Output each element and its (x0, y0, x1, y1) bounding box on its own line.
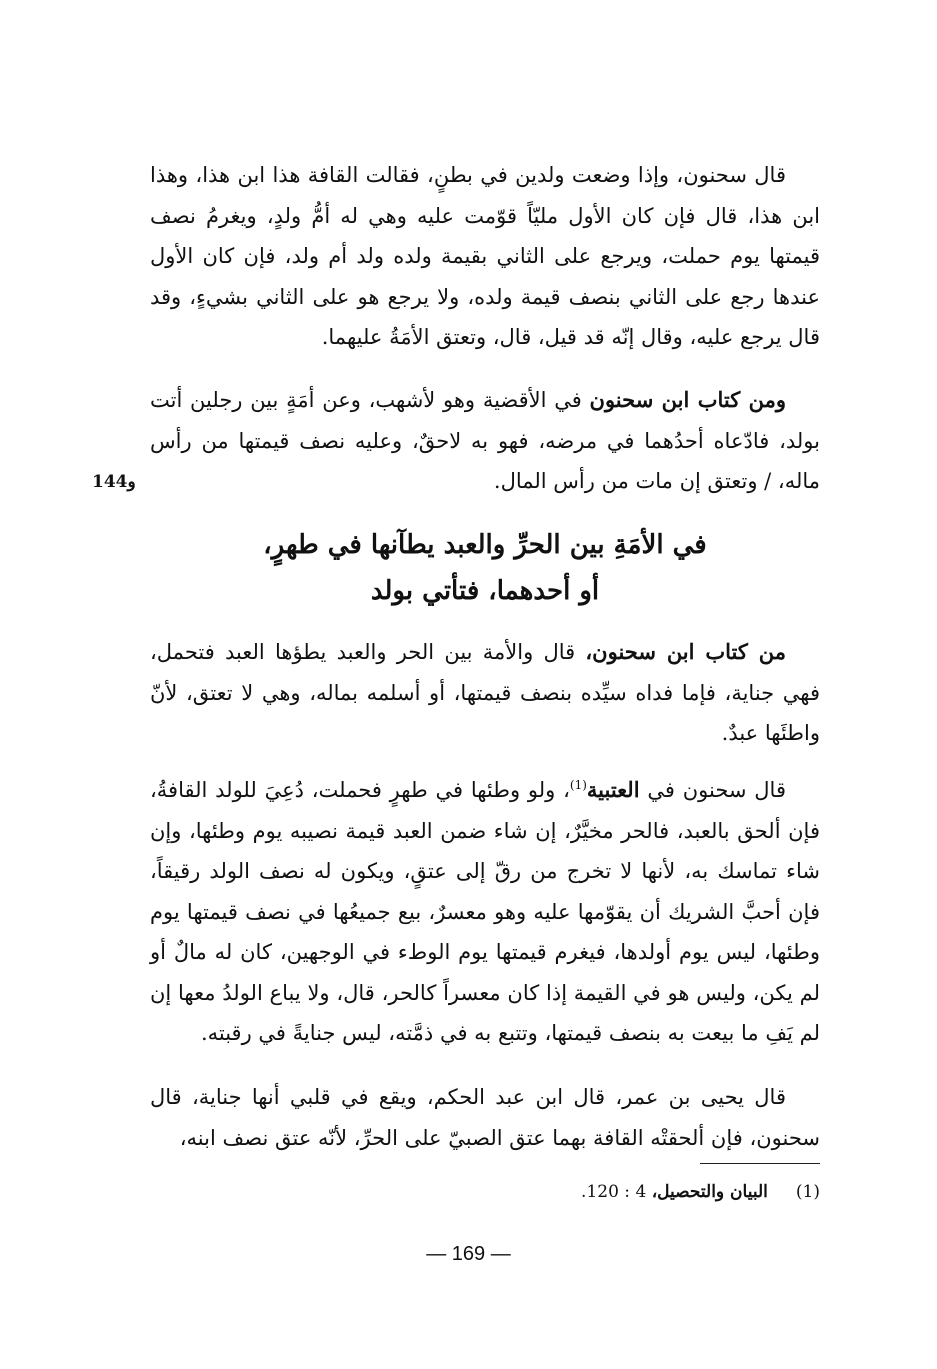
paragraph-text: قال سحنون، وإذا وضعت ولدين في بطنٍ، فقالت القافة هذا ابن هذا، وهذا ابن هذا، قال فإن كان الأول مليّاً قوّمت عليه وهي له أمُّ ولدٍ، ويغرمُ نصف قيمتها يوم حملت، ويرجع على الثاني بقيمة ولده ولد أم ولد، فإن كان الأول عندها رجع على الثاني بنصف قيمة ولده، ولا يرجع هو على الثاني بشيءٍ، وقد قال يرجع عليه، وقال إنّه قد قيل، قال، وتعتق الأمَةُ عليهما. (150, 163, 820, 349)
paragraph-text: قال والأمة بين الحر والعبد يطؤها العبد فتحمل، فهي جناية، فإما فداه سيِّده بنصف قيمتها، أو أسلمه بماله، وهي لا تعتق، لأنّ واطئَها عبدٌ. (150, 640, 820, 745)
source-title: ومن كتاب ابن سحنون (589, 387, 786, 412)
heading-line-2: أو أحدهما، فتأتي بولد (370, 576, 600, 606)
footnote-number: (1) (795, 1182, 820, 1202)
page-number: — 169 — (426, 1243, 511, 1265)
footnote-ref: 4 : 120. (581, 1182, 652, 1202)
paragraph-text: في الأقضية وهو لأشهب، وعن أمَةٍ بين رجلين أتت بولد، فادّعاه أحدُهما في مرضه، فهو به لاحقٌ، وعليه نصف قيمتها من رأس ماله، / وتعتق إن مات من رأس المال. (150, 388, 820, 493)
footnote-source: البيان والتحصيل، (651, 1182, 768, 1202)
folio-marginal-note: 144و (92, 472, 136, 492)
footnote (450, 1178, 820, 1206)
source-title: العتبية (586, 777, 640, 802)
paragraph-3 (150, 632, 820, 754)
paragraph-4 (150, 765, 820, 1054)
paragraph-1 (150, 155, 820, 358)
footnote-divider (700, 1163, 820, 1164)
paragraph-5 (150, 1077, 820, 1158)
paragraph-text: ، ولو وطئها في طهرٍ فحملت، دُعِيَ للولد القافةُ، فإن ألحق بالعبد، فالحر مخيَّرٌ، إن شاء ضمن العبد قيمة نصيبه يوم وطئها، وإن شاء تماسك به، لأنها لا تخرج من رقّ إلى عتقٍ، ويكون له نصف الولد رقيقاً، فإن أحبَّ الشريك أن يقوّمها عليه وهو معسرٌ، بيع جميعُها في نصف قيمتها يوم وطئها، ليس يوم أولدها، فيغرم قيمتها يوم الوطء في الوجهين، كان له مالٌ أو لم يكن، وليس هو في القيمة إذا كان معسراً كالحر، قال، ولا يباع الولدُ معها إن لم يَفِ ما بيعت به بنصف قيمتها، وتتبع به في ذمَّته، ليس جنايةً في رقبته. (150, 778, 820, 1045)
section-heading (150, 522, 820, 614)
paragraph-2 (150, 380, 820, 502)
source-title: من كتاب ابن سحنون، (585, 639, 786, 664)
paragraph-text: قال يحيى بن عمر، قال ابن عبد الحكم، ويقع في قلبي أنها جناية، قال سحنون، فإن ألحقتْه القافة بهما عتق الصبيّ على الحرِّ، لأنّه عتق نصف ابنه، (150, 1085, 820, 1150)
paragraph-lead: قال سحنون في (639, 778, 786, 802)
footnote-marker: (1) (569, 778, 587, 792)
heading-line-1: في الأمَةِ بين الحرِّ والعبد يطآنها في طهرٍ، (263, 530, 707, 560)
